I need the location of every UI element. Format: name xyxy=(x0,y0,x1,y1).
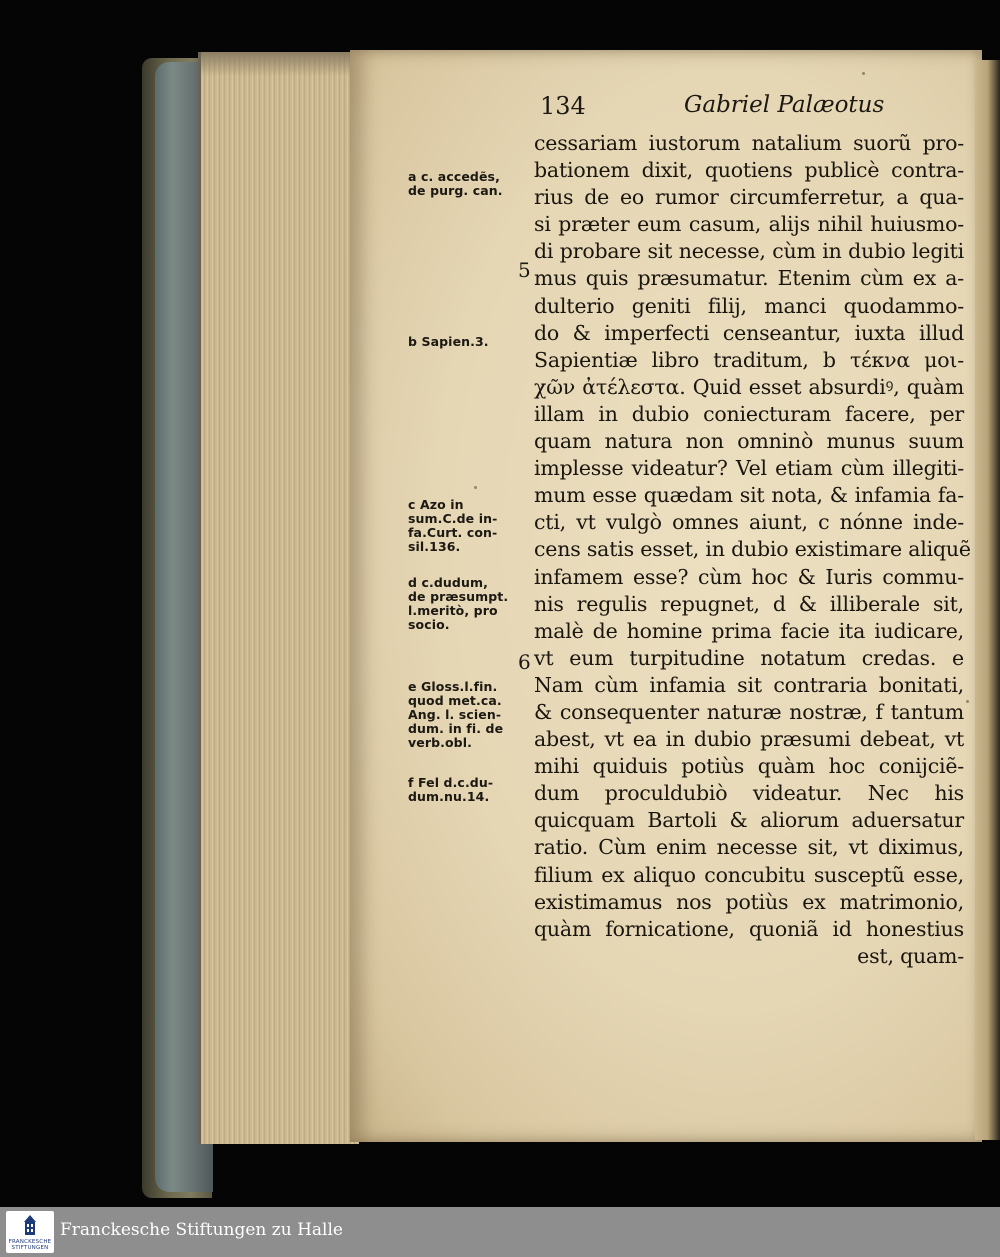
text-line: Sapientiæ libro traditum, b τέκνα μοι- xyxy=(534,347,964,372)
text-line: existimamus nos potiùs ex matrimonio, xyxy=(534,889,964,914)
text-line: dum proculdubiò videatur. Nec his xyxy=(534,781,964,806)
running-head-title: Gabriel Palæotus xyxy=(684,92,885,118)
text-line: vt eum turpitudine notatum credas. e xyxy=(534,645,964,670)
text-line: quàm fornicatione, quoniã id honestius xyxy=(534,916,964,941)
paper-speck xyxy=(862,72,865,75)
institution-logo xyxy=(6,1211,54,1253)
margin-note-b: b Sapien.3. xyxy=(408,334,489,349)
text-line: si præter eum casum, alijs nihil huiusmo- xyxy=(534,212,964,237)
text-line: nis regulis repugnet, d & illiberale sit, xyxy=(534,591,964,616)
margin-note-f: f Fel d.c.du- dum.nu.14. xyxy=(408,775,494,804)
text-line: mum esse quædam sit nota, & infamia fa- xyxy=(534,483,964,508)
page-edges xyxy=(198,52,359,1144)
text-line: malè de homine prima facie ita iudicare, xyxy=(534,618,964,643)
text-line: abest, vt ea in dubio præsumi debeat, vt xyxy=(534,727,964,752)
section-number-6: 6 xyxy=(518,650,531,674)
logo-text: FRANCKESCHE STIFTUNGEN xyxy=(8,1239,52,1251)
text-line: dulterio geniti filij, manci quodammo- xyxy=(534,293,964,318)
text-line: rius de eo rumor circumferretur, a qua- xyxy=(534,185,964,210)
text-line: cti, vt vulgò omnes aiunt, c nónne inde- xyxy=(534,510,964,535)
franckesche-building-icon xyxy=(24,1215,36,1235)
text-line: ratio. Cùm enim necesse sit, vt diximus, xyxy=(534,835,964,860)
text-line: cens satis esset, in dubio existimare aliquẽ xyxy=(534,537,971,562)
text-line: quicquam Bartoli & aliorum aduersatur xyxy=(534,808,964,833)
paper-speck xyxy=(966,700,969,703)
main-text-block xyxy=(534,130,971,970)
text-line: cessariam iustorum natalium suorũ pro- xyxy=(534,131,964,155)
text-line: Nam cùm infamia sit contraria bonitati, xyxy=(534,672,964,697)
text-line: do & imperfecti censeantur, iuxta illud xyxy=(534,320,964,345)
text-line: implesse videatur? Vel etiam cùm illegiti- xyxy=(534,456,964,481)
margin-note-e: e Gloss.l.fin. quod met.ca. Ang. l. scien- dum. in fi. de verb.obl. xyxy=(408,679,504,750)
text-line: infamem esse? cùm hoc & Iuris commu- xyxy=(534,564,964,589)
text-line: quam natura non omninò munus suum xyxy=(534,429,964,454)
institution-name: Franckesche Stiftungen zu Halle xyxy=(60,1220,343,1240)
margin-note-d: d c.dudum, de præsumpt. l.meritò, pro socio. xyxy=(408,575,509,632)
page-number: 134 xyxy=(540,92,586,120)
text-line: bationem dixit, quotiens publicè contra- xyxy=(534,158,964,183)
text-line: est, quam- xyxy=(857,943,964,968)
paper-speck xyxy=(474,486,477,489)
margin-note-c: c Azo in sum.C.de in- fa.Curt. con- sil.136. xyxy=(408,497,498,554)
section-number-5: 5 xyxy=(518,258,531,282)
text-line: illam in dubio coniecturam facere, per xyxy=(534,401,964,426)
text-line: & consequenter naturæ nostræ, f tantum xyxy=(534,699,964,724)
text-line: di probare sit necesse, cùm in dubio legiti xyxy=(534,239,964,264)
text-line: filium ex aliquo concubitu susceptũ esse, xyxy=(534,862,964,887)
text-line: χῶν ἀτέλεστα. Quid esset absurdiꝰ, quàm xyxy=(534,374,964,399)
text-line: mus quis præsumatur. Etenim cùm ex a- xyxy=(534,266,964,291)
text-line: mihi quiduis potiùs quàm hoc conijciẽ- xyxy=(534,754,964,779)
margin-note-a: a c. accedẽs, de purg. can. xyxy=(408,169,503,198)
facing-page-edge xyxy=(975,60,1000,1140)
